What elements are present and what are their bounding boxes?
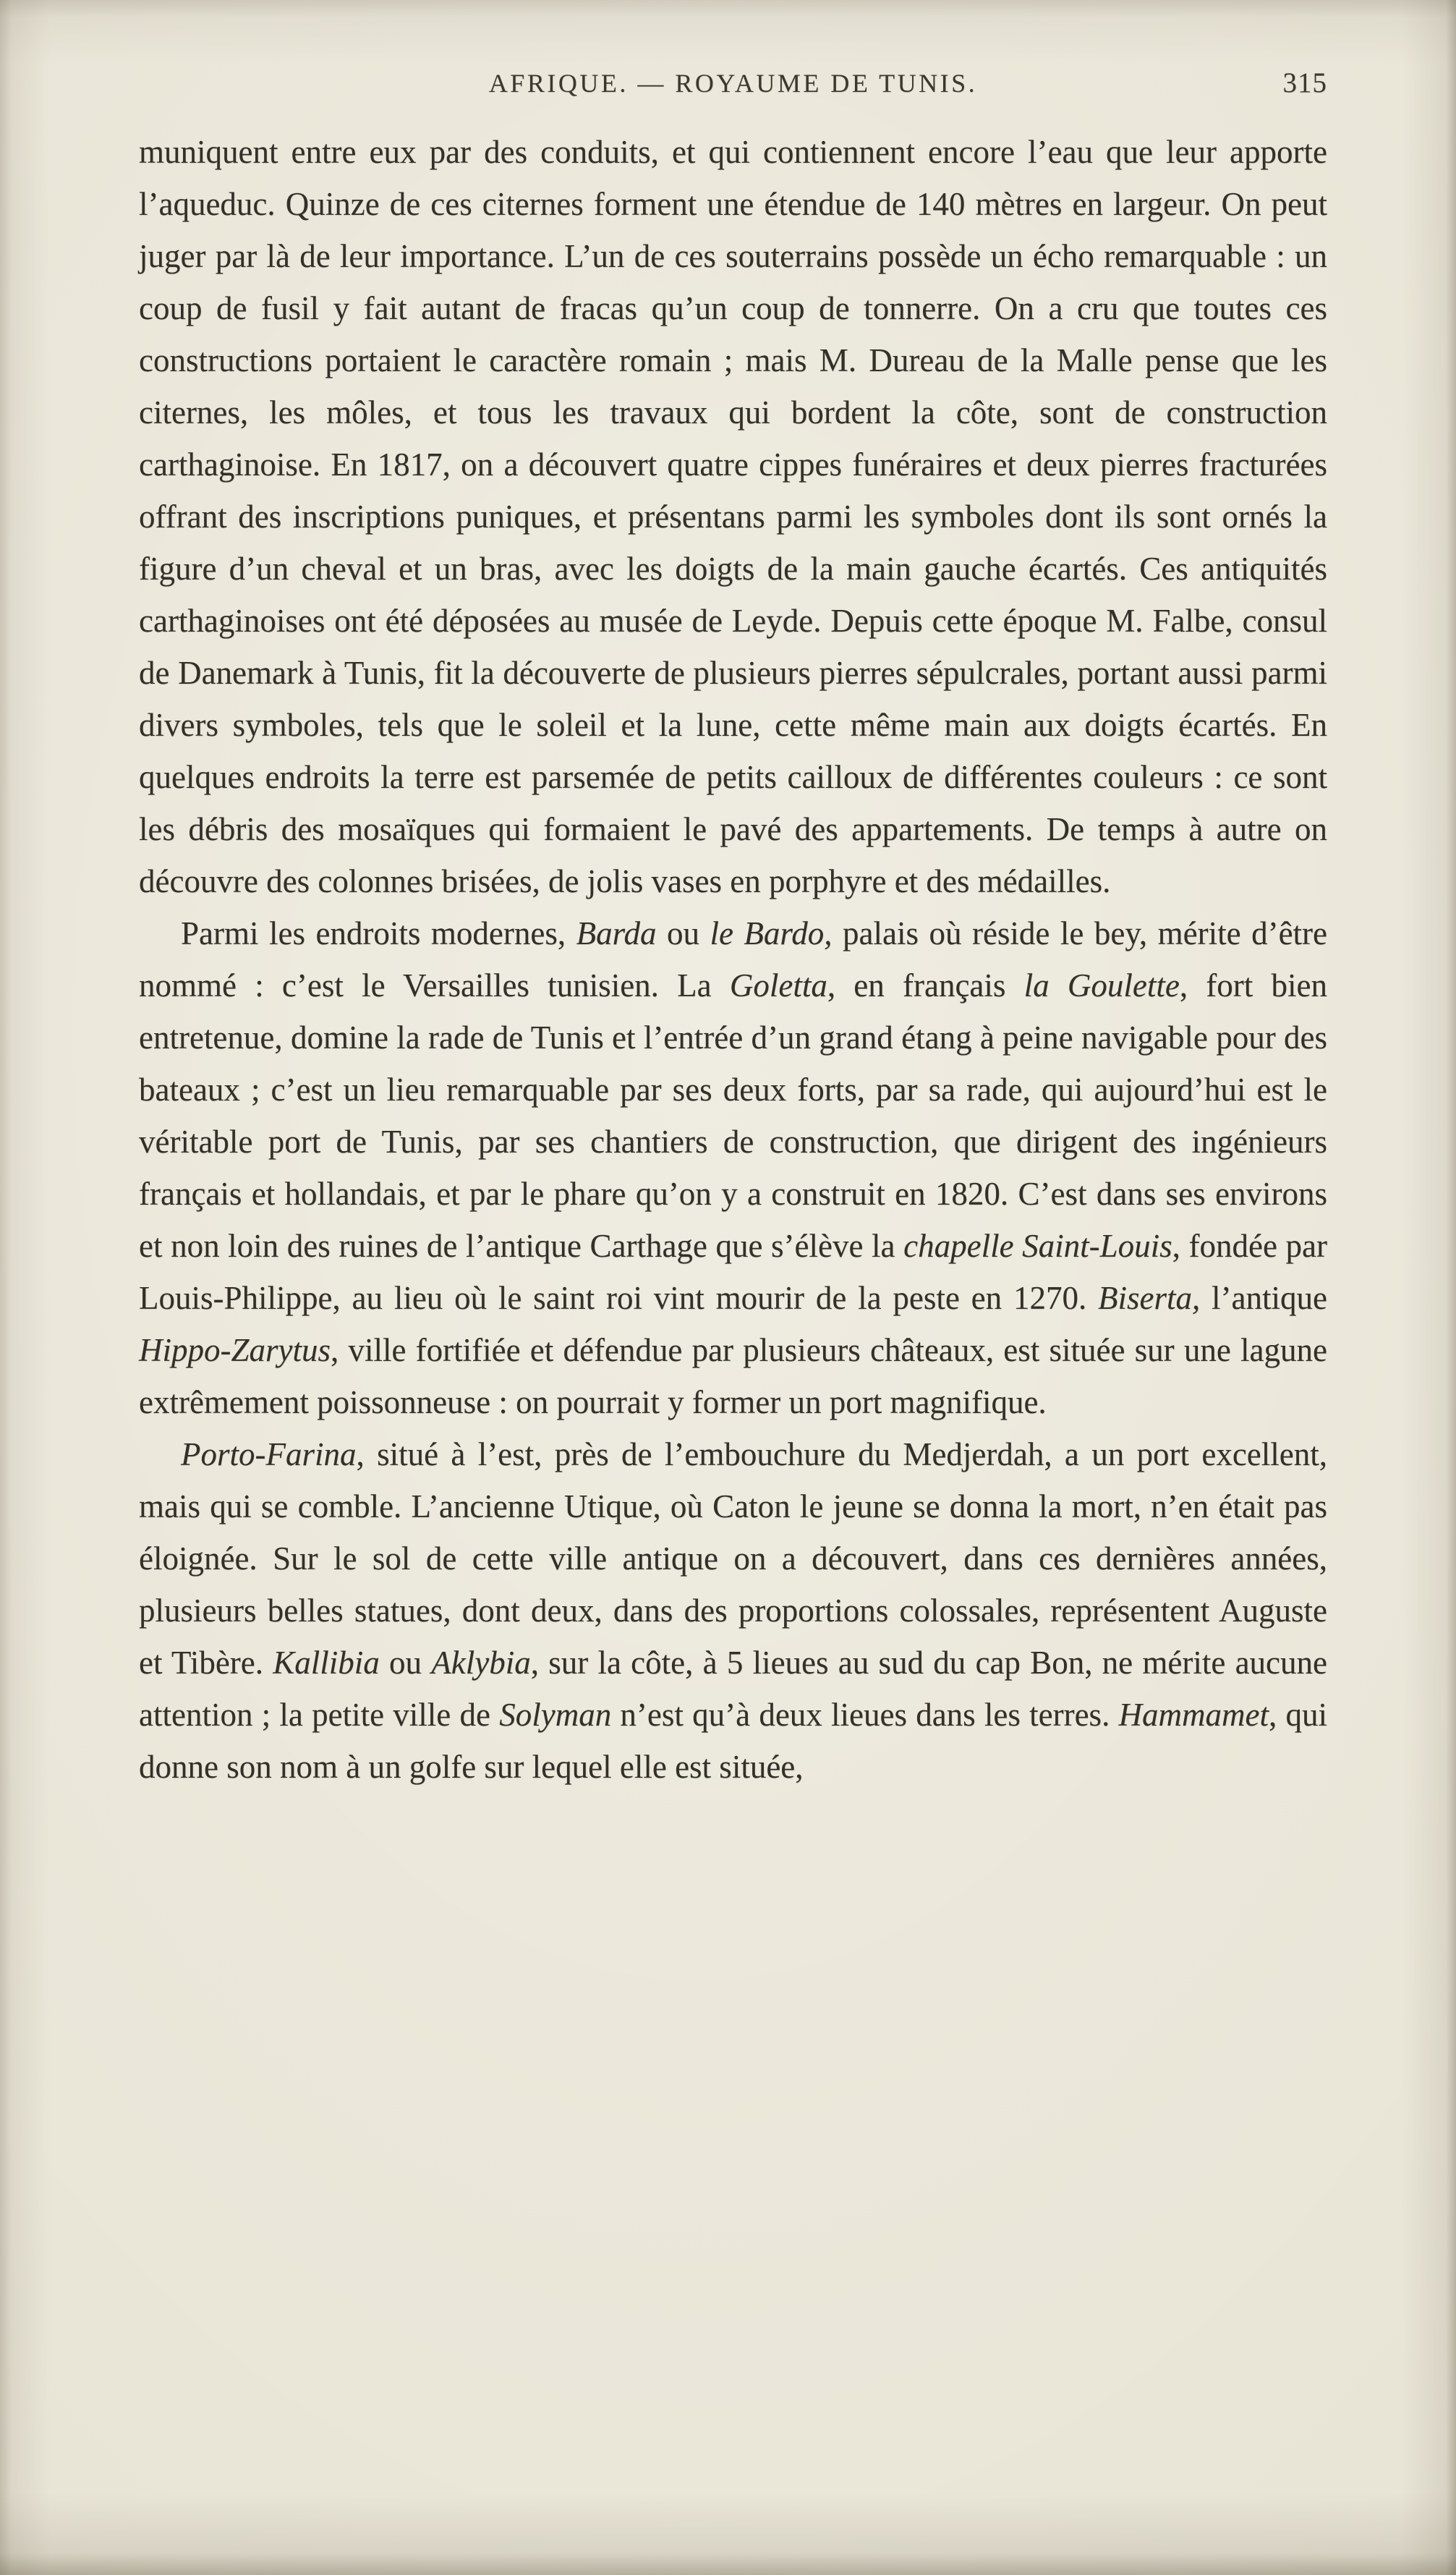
italic-phrase: Hippo-Zarytus: [139, 1332, 331, 1368]
running-title: AFRIQUE. — ROYAUME DE TUNIS.: [488, 69, 978, 98]
text-segment: , fondée par Louis-Philippe, au lieu où le saint roi vint mourir de la peste en 1270.: [139, 1228, 1327, 1316]
text-segment: , sur la côte, à 5 lieues au sud du cap Bon, ne mérite aucune attention ; la petite ville de: [139, 1645, 1327, 1733]
paragraph: [139, 907, 1327, 1428]
italic-phrase: Solyman: [499, 1697, 612, 1733]
italic-phrase: Barda: [576, 915, 657, 951]
italic-phrase: le Bardo,: [710, 915, 833, 951]
text-segment: ou: [656, 915, 710, 951]
text-segment: muniquent entre eux par des conduits, et qui contiennent encore l’eau que leur apporte l’aqueduc. Quinze de ces citernes forment une étendue de 140 mètres en largeur. On peut juger par là de leur importance. L’un de ces souterrains possède un écho remarquable : un coup de fusil y fait autant de fracas qu’un coup de tonnerre. On a cru que toutes ces constructions portaient le caractère romain ; mais M. Dureau de la Malle pense que les citernes, les môles, et tous les travaux qui bordent la côte, sont de construction carthaginoise. En 1817, on a découvert quatre cippes funéraires et deux pierres fracturées offrant des inscriptions puniques, et présentans parmi les symboles dont ils sont ornés la figure d’un cheval et un bras, avec les doigts de la main gauche écartés. Ces antiquités carthaginoises ont été déposées au musée de Leyde. Depuis cette époque M. Falbe, consul de Danemark à Tunis, fit la découverte de plusieurs pierres sépulcrales, portant aussi parmi divers symboles, tels que le soleil et la lune, cette même main aux doigts écartés. En quelques endroits la terre est parsemée de petits cailloux de différentes couleurs : ce sont les débris des mosaïques qui formaient le pavé des appartements. De temps à autre on découvre des colonnes brisées, de jolis vases en porphyre et des médailles.: [139, 134, 1327, 899]
text-segment: , fort bien entretenue, domine la rade de Tunis et l’entrée d’un grand étang à peine navigable pour des bateaux ; c’est un lieu remarquable par ses deux forts, par sa rade, qui aujourd’hui est le véritable port de Tunis, par ses chantiers de construction, que dirigent des ingénieurs français et hollandais, et par le phare qu’on y a construit en 1820. C’est dans ses environs et non loin des ruines de l’antique Carthage que s’élève la: [139, 967, 1327, 1264]
text-segment: , ville fortifiée et défendue par plusieurs châteaux, est située sur une lagune extrêmement poissonneuse : on pourrait y former un port magnifique.: [139, 1332, 1327, 1420]
italic-phrase: Biserta,: [1098, 1280, 1201, 1316]
running-head: [139, 62, 1327, 104]
text-segment: , qui donne son nom à un golfe sur lequel elle est située,: [139, 1697, 1327, 1785]
text-segment: n’est qu’à deux lieues dans les terres.: [611, 1697, 1119, 1733]
italic-phrase: Hammamet: [1118, 1697, 1269, 1733]
paragraph: [139, 126, 1327, 907]
text-segment: , situé à l’est, près de l’embouchure du Medjerdah, a un port excellent, mais qui se comble. L’ancienne Utique, où Caton le jeune se donna la mort, n’en était pas éloignée. Sur le sol de cette ville antique on a découvert, dans ces dernières années, plusieurs belles statues, dont deux, dans des proportions colossales, représentent Auguste et Tibère.: [139, 1436, 1327, 1681]
text-segment: Parmi les endroits modernes,: [181, 915, 576, 951]
italic-phrase: Goletta: [729, 967, 827, 1004]
page-number: 315: [1282, 67, 1327, 98]
page-body: [139, 126, 1327, 1793]
paragraph: [139, 1428, 1327, 1793]
italic-phrase: chapelle Saint-Louis: [903, 1228, 1172, 1264]
italic-phrase: Porto-Farina: [181, 1436, 357, 1472]
italic-phrase: Kallibia: [273, 1645, 380, 1681]
italic-phrase: la Goulette: [1023, 967, 1180, 1004]
text-segment: l’antique: [1200, 1280, 1327, 1316]
text-segment: , en français: [827, 967, 1024, 1004]
text-segment: palais où réside le bey, mérite d’être nommé : c’est le Versailles tunisien. La: [139, 915, 1328, 1004]
italic-phrase: Aklybia: [431, 1645, 531, 1681]
text-segment: ou: [379, 1645, 432, 1681]
